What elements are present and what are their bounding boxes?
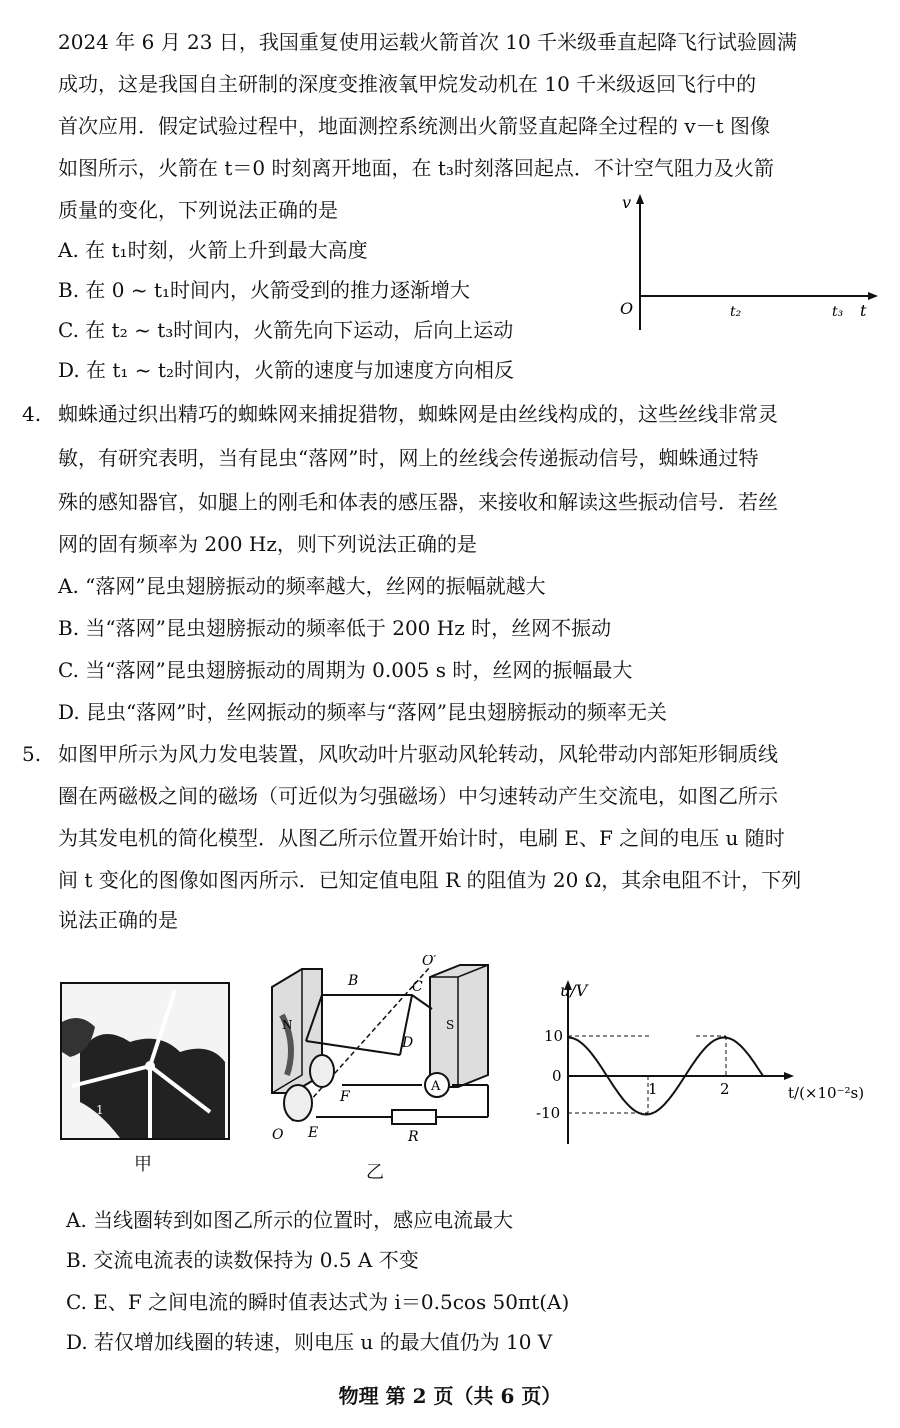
figure-yi-label: 乙 <box>366 1162 384 1183</box>
label-c: C <box>412 979 423 995</box>
q3-option-a: A. 在 t₁时刻，火箭上升到最大高度 <box>58 238 368 262</box>
y-tick-label: 0 <box>552 1067 562 1085</box>
x-tick-label: 2 <box>720 1080 730 1098</box>
q3-line: 如图所示，火箭在 t＝0 时刻离开地面，在 t₃时刻落回起点．不计空气阻力及火箭 <box>58 156 774 180</box>
q5-option-a: A. 当线圈转到如图乙所示的位置时，感应电流最大 <box>66 1208 514 1232</box>
q4-option-b: B. 当“落网”昆虫翅膀振动的频率低于 200 Hz 时，丝网不振动 <box>58 616 612 640</box>
q5-line: 说法正确的是 <box>58 908 178 932</box>
q4-line: 蜘蛛通过织出精巧的蜘蛛网来捕捉猎物，蜘蛛网是由丝线构成的，这些丝线非常灵 <box>58 402 778 426</box>
q4-line: 网的固有频率为 200 Hz，则下列说法正确的是 <box>58 532 477 556</box>
q4-number: 4. <box>22 402 42 426</box>
q5-option-b: B. 交流电流表的读数保持为 0.5 A 不变 <box>66 1248 419 1272</box>
q5-option-d: D. 若仅增加线圈的转速，则电压 u 的最大值仍为 10 V <box>66 1330 553 1354</box>
q3-line: 质量的变化，下列说法正确的是 <box>58 198 338 222</box>
t-axis-arrow <box>868 292 878 300</box>
q5-number: 5. <box>22 742 42 766</box>
figure-jia-label: 甲 <box>134 1154 152 1175</box>
q5-option-c: C. E、F 之间电流的瞬时值表达式为 i＝0.5cos 50πt(A) <box>66 1290 570 1314</box>
ammeter-label: A <box>431 1079 441 1094</box>
q3-line: 首次应用．假定试验过程中，地面测控系统测出火箭竖直起降全过程的 v－t 图像 <box>58 114 771 138</box>
q4-line: 殊的感知器官，如腿上的刚毛和体表的感压器，来接收和解读这些振动信号．若丝 <box>58 490 778 514</box>
q3-option-c: C. 在 t₂ ~ t₃时间内，火箭先向下运动，后向上运动 <box>58 318 514 342</box>
svg-text:S: S <box>446 1018 455 1032</box>
ut-graph <box>516 972 880 1152</box>
origin-label: O <box>620 299 634 318</box>
q3-line: 成功，这是我国自主研制的深度变推液氧甲烷发动机在 10 千米级返回飞行中的 <box>58 72 757 96</box>
t-axis-label: t <box>860 301 867 320</box>
y-tick-label: -10 <box>536 1104 561 1122</box>
u-axis-label: u/V <box>560 981 588 1000</box>
wind-turbine-photo <box>60 982 230 1140</box>
t-axis-arrow <box>784 1072 794 1080</box>
q5-line: 为其发电机的简化模型．从图乙所示位置开始计时，电刷 E、F 之间的电压 u 随时 <box>58 826 785 850</box>
y-tick-label: 10 <box>544 1027 564 1045</box>
label-d: D <box>402 1035 414 1051</box>
q4-option-a: A. “落网”昆虫翅膀振动的频率越大，丝网的振幅就越大 <box>58 574 546 598</box>
v-axis-arrow <box>636 194 644 204</box>
svg-text:N: N <box>282 1018 293 1032</box>
t-axis-label: t/(×10⁻²s) <box>788 1084 865 1102</box>
generator-model <box>262 955 498 1145</box>
label-o: O <box>272 1127 284 1143</box>
label-e: E <box>308 1125 319 1141</box>
vt-graph <box>610 190 880 340</box>
v-axis-label: v <box>622 193 632 212</box>
page-footer: 物理 第 2 页（共 6 页） <box>338 1384 562 1408</box>
label-r: R <box>408 1129 419 1145</box>
label-f: F <box>340 1089 350 1105</box>
q5-line: 圈在两磁极之间的磁场（可近似为匀强磁场）中匀速转动产生交流电，如图乙所示 <box>58 784 778 808</box>
q5-line: 如图甲所示为风力发电装置，风吹动叶片驱动风轮转动，风轮带动内部矩形铜质线 <box>58 742 778 766</box>
svg-text:1: 1 <box>96 1103 104 1117</box>
t3-label: t₃ <box>832 304 844 320</box>
x-tick-label: 1 <box>648 1080 658 1098</box>
label-o1: O′ <box>422 955 437 969</box>
q3-option-d: D. 在 t₁ ~ t₂时间内，火箭的速度与加速度方向相反 <box>58 358 514 382</box>
q5-line: 间 t 变化的图像如图丙所示．已知定值电阻 R 的阻值为 20 Ω，其余电阻不计，下列 <box>58 868 802 892</box>
q3-line: 2024 年 6 月 23 日，我国重复使用运载火箭首次 10 千米级垂直起降飞行试验圆满 <box>58 30 798 54</box>
q4-line: 敏，有研究表明，当有昆虫“落网”时，网上的丝线会传递振动信号，蜘蛛通过特 <box>58 446 759 470</box>
t2-label: t₂ <box>730 304 742 320</box>
q3-option-b: B. 在 0 ~ t₁时间内，火箭受到的推力逐渐增大 <box>58 278 471 302</box>
q4-option-d: D. 昆虫“落网”时，丝网振动的频率与“落网”昆虫翅膀振动的频率无关 <box>58 700 667 724</box>
q4-option-c: C. 当“落网”昆虫翅膀振动的周期为 0.005 s 时，丝网的振幅最大 <box>58 658 633 682</box>
label-b: B <box>348 973 359 989</box>
